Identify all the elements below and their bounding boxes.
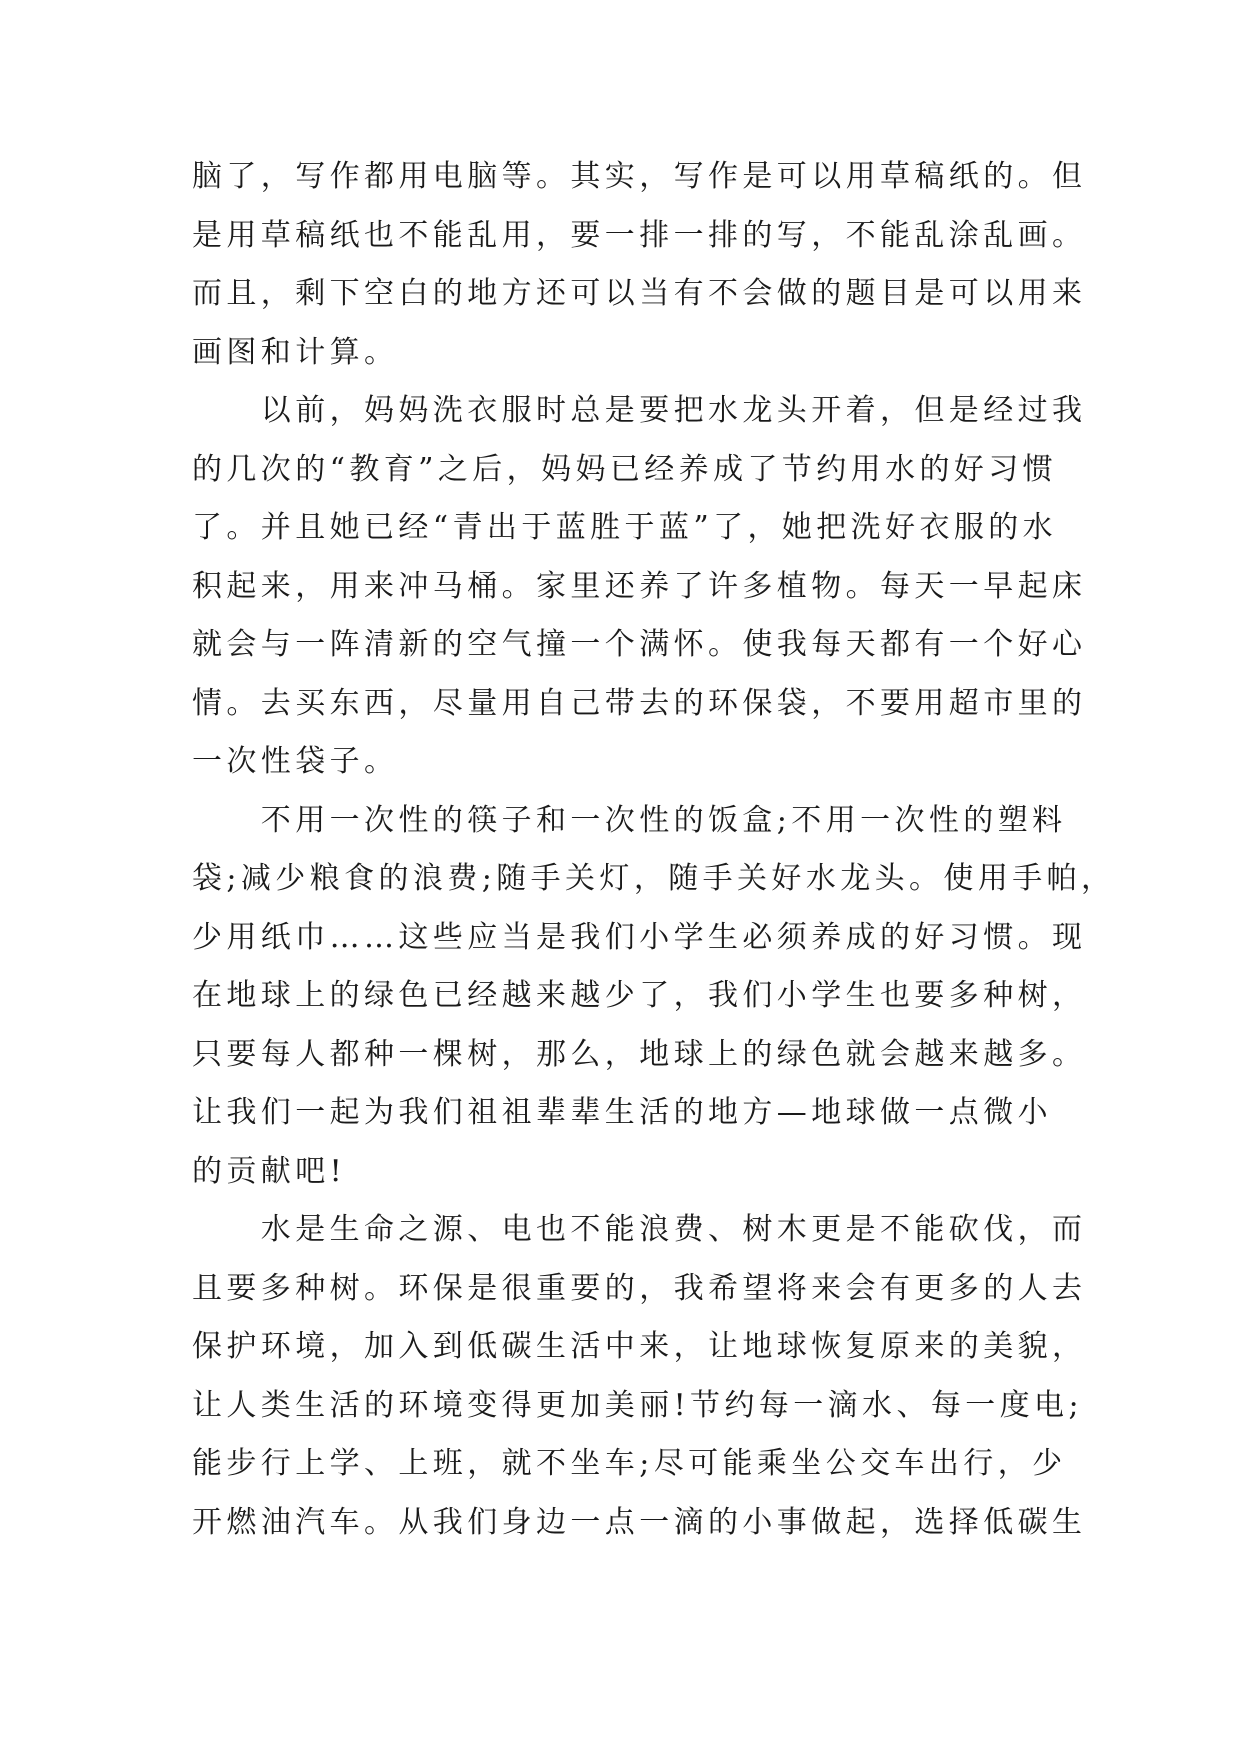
- text-line: 袋;减少粮食的浪费;随手关灯，随手关好水龙头。使用手帕，: [192, 861, 1116, 896]
- text-line: 让人类生活的环境变得更加美丽!节约每一滴水、每一度电;: [192, 1387, 1083, 1423]
- paragraph-2: [192, 382, 1087, 792]
- paragraph-1: [192, 148, 1087, 382]
- text-line: 是用草稿纸也不能乱用，要一排一排的写，不能乱涂乱画。: [192, 217, 1087, 253]
- text-line: 以前，妈妈洗衣服时总是要把水龙头开着，但是经过我: [192, 393, 1087, 428]
- text-line: 在地球上的绿色已经越来越少了，我们小学生也要多种树，: [192, 978, 1087, 1013]
- text-line: 保护环境，加入到低碳生活中来，让地球恢复原来的美貌，: [192, 1329, 1087, 1364]
- text-line: 积起来，用来冲马桶。家里还养了许多植物。每天一早起床: [192, 568, 1087, 604]
- text-line: 的几次的“教育”之后，妈妈已经养成了节约用水的好习惯: [192, 451, 1058, 487]
- text-line: 且要多种树。环保是很重要的，我希望将来会有更多的人去: [192, 1270, 1087, 1306]
- text-line: 不用一次性的筷子和一次性的饭盒;不用一次性的塑料: [192, 802, 1067, 838]
- text-line: 水是生命之源、电也不能浪费、树木更是不能砍伐，而: [192, 1212, 1087, 1247]
- paragraph-3: [192, 792, 1116, 1202]
- text-line: 情。去买东西，尽量用自己带去的环保袋，不要用超市里的: [192, 685, 1087, 721]
- text-line: 让我们一起为我们祖祖辈辈生活的地方—地球做一点微小: [192, 1095, 1052, 1130]
- text-line: 就会与一阵清新的空气撞一个满怀。使我每天都有一个好心: [192, 627, 1087, 662]
- text-line: 少用纸巾……这些应当是我们小学生必须养成的好习惯。现: [192, 919, 1087, 955]
- document-body: [192, 148, 1116, 1552]
- paragraph-4: [192, 1201, 1087, 1552]
- text-line: 只要每人都种一棵树，那么，地球上的绿色就会越来越多。: [192, 1036, 1087, 1072]
- text-line: 的贡献吧!: [192, 1153, 347, 1189]
- text-line: 而且，剩下空白的地方还可以当有不会做的题目是可以用来: [192, 276, 1087, 311]
- text-line: 开燃油汽车。从我们身边一点一滴的小事做起，选择低碳生: [192, 1504, 1087, 1540]
- text-line: 画图和计算。: [192, 334, 399, 370]
- text-line: 了。并且她已经“青出于蓝胜于蓝”了，她把洗好衣服的水: [192, 510, 1058, 545]
- text-line: 一次性袋子。: [192, 744, 399, 779]
- text-line: 能步行上学、上班，就不坐车;尽可能乘坐公交车出行，少: [192, 1446, 1067, 1481]
- text-line: 脑了，写作都用电脑等。其实，写作是可以用草稿纸的。但: [192, 159, 1087, 194]
